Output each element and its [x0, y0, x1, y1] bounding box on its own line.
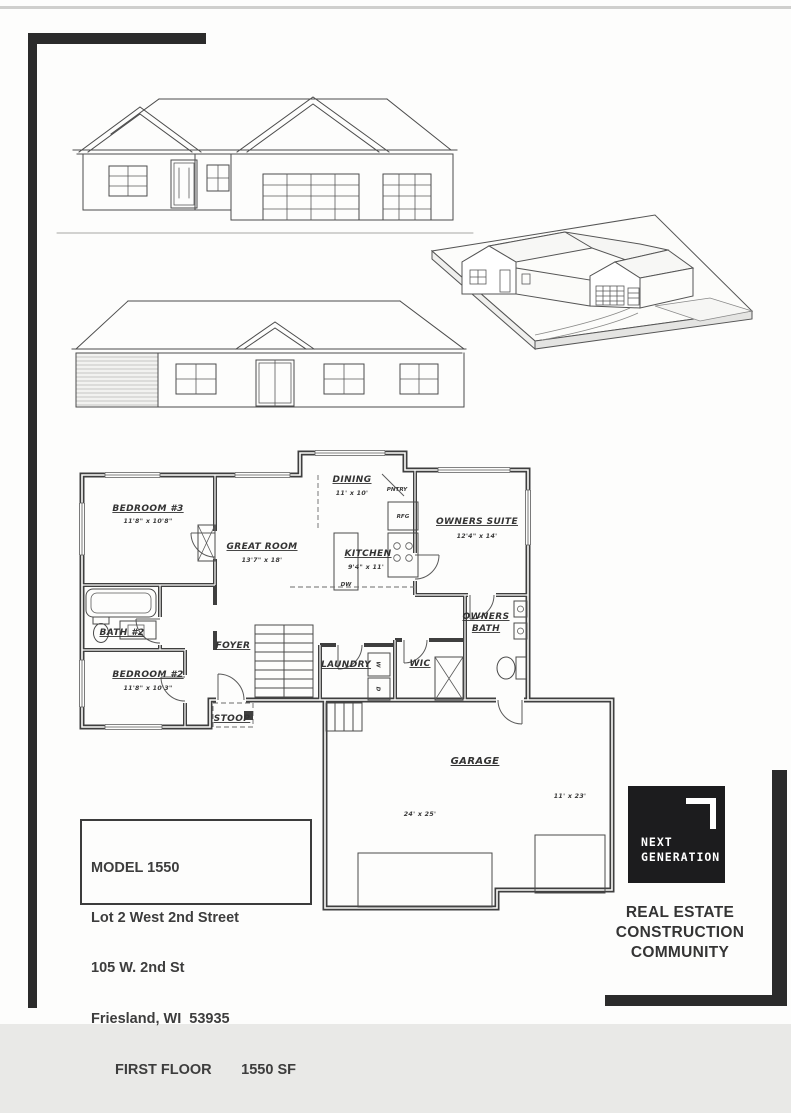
stoop-label: STOOP — [213, 714, 251, 724]
front-window-small — [207, 165, 229, 191]
address-line: 105 W. 2nd St — [91, 960, 185, 977]
dishwasher-label: DW — [340, 582, 352, 588]
garage-door-tracks — [358, 835, 605, 907]
rear-elevation-drawing — [70, 292, 470, 427]
dining-dims: 11' x 10' — [335, 490, 369, 497]
tagline-line2: CONSTRUCTION — [615, 924, 745, 941]
washer-label: W — [374, 661, 381, 668]
model-number: MODEL 1550 — [91, 859, 180, 876]
bedroom3-dims: 11'8" x 10'8" — [123, 518, 173, 525]
border-frame-bottom — [605, 995, 787, 1006]
kitchen-label: KITCHEN — [344, 549, 392, 559]
wic-label: WIC — [409, 659, 431, 669]
owners-suite-dims: 12'4" x 14' — [456, 533, 498, 540]
garage-dims-side: 11' x 23' — [553, 793, 587, 800]
tagline-line1: REAL ESTATE — [625, 904, 735, 921]
garage-label: GARAGE — [450, 756, 500, 767]
basement-stair — [326, 703, 362, 731]
fridge-label: RFG — [396, 514, 410, 520]
garage-door-double — [263, 174, 359, 220]
border-frame-top — [28, 33, 206, 44]
front-door — [171, 160, 197, 208]
garage-dims-main: 24' x 25' — [403, 811, 437, 818]
logo-text-line1: NEXT — [641, 835, 673, 849]
dining-label: DINING — [332, 475, 372, 485]
rear-windows — [176, 364, 438, 394]
lot-line: Lot 2 West 2nd Street — [91, 909, 239, 926]
foyer-label: FOYER — [215, 641, 251, 651]
great-room-label: GREAT ROOM — [226, 542, 298, 552]
front-window-left — [109, 166, 147, 196]
bedroom2-label: BEDROOM #2 — [112, 670, 184, 680]
dryer-label: D — [374, 686, 381, 692]
bedroom3-label: BEDROOM #3 — [112, 504, 184, 514]
main-staircase — [255, 625, 313, 697]
border-frame-right — [772, 770, 787, 1006]
great-room-dims: 13'7" x 18' — [241, 557, 283, 564]
bath2-label: BATH #2 — [99, 628, 145, 638]
bedroom2-dims: 11'8" x 10'3" — [123, 685, 173, 692]
corner-bracket-icon — [683, 795, 719, 833]
owners-bath-label-2: BATH — [471, 624, 501, 634]
kitchen-dims: 9'4" x 11' — [347, 564, 385, 571]
company-tagline — [604, 903, 756, 963]
title-block — [80, 819, 312, 1079]
area-value: 1550 SF — [241, 1062, 296, 1079]
floor-label: FIRST FLOOR — [115, 1062, 212, 1079]
tagline-line3: COMMUNITY — [630, 944, 730, 961]
city-state-zip: Friesland, WI 53935 — [91, 1010, 230, 1027]
owners-bath-label-1: OWNERS — [462, 612, 510, 622]
rear-patio-door — [256, 360, 294, 406]
pantry-label: PNTRY — [386, 487, 408, 493]
border-frame-left — [28, 33, 37, 1008]
laundry-label: LAUNDRY — [320, 660, 372, 670]
next-generation-logo — [628, 786, 725, 883]
rear-elevation-lines — [72, 301, 466, 407]
rear-garage-side-hatched — [76, 353, 158, 407]
scan-top-line — [0, 6, 791, 9]
owners-suite-label: OWNERS SUITE — [435, 517, 519, 527]
logo-text-line2: GENERATION — [641, 850, 721, 864]
laundry-appliances — [368, 653, 390, 700]
